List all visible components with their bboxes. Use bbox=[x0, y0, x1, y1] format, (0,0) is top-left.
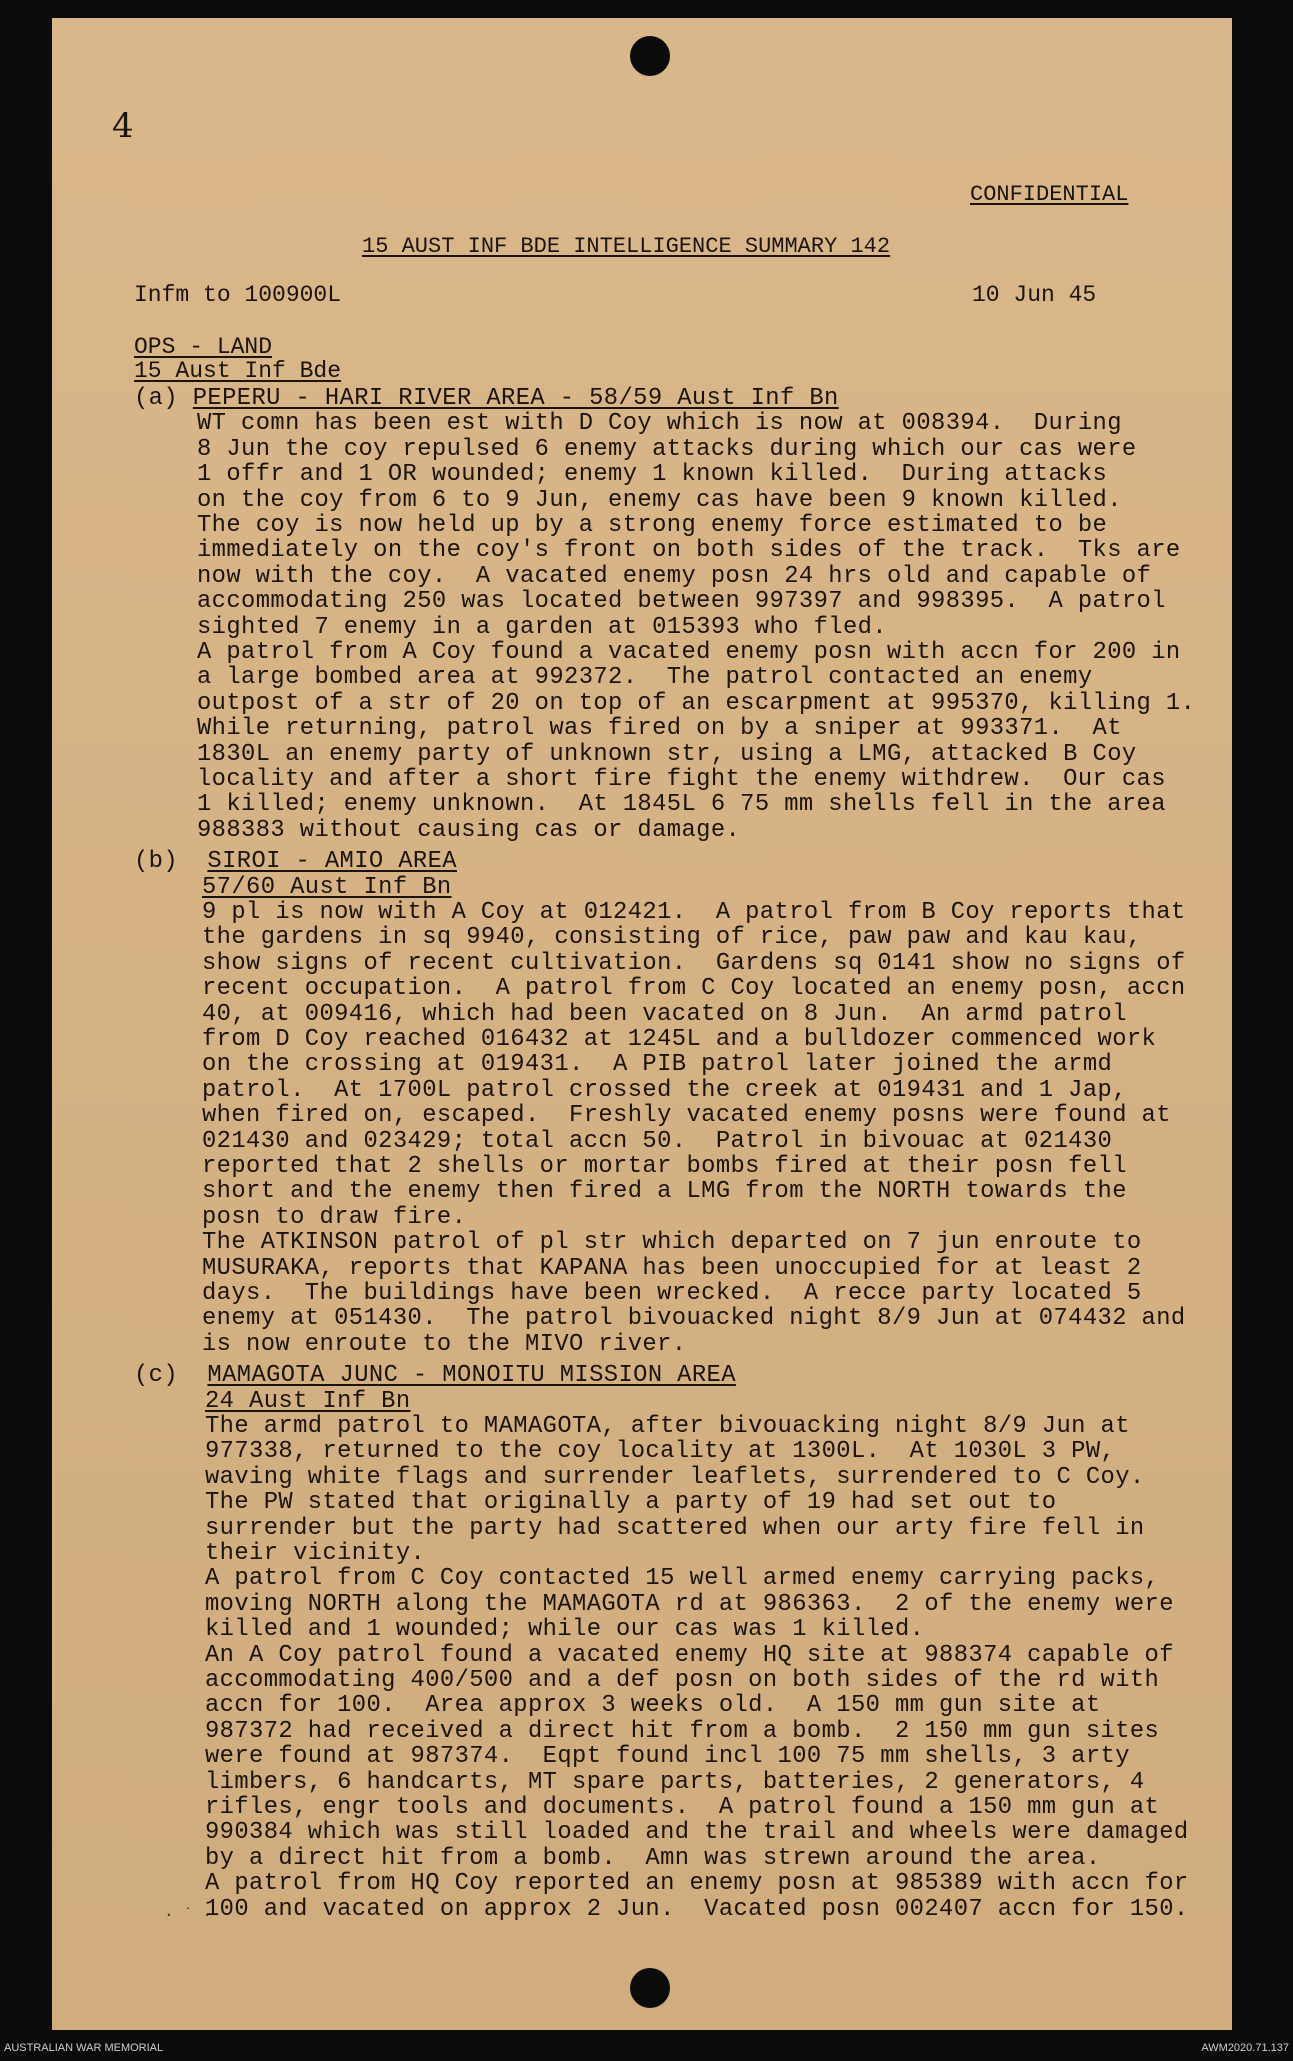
report-line bbox=[197, 538, 1181, 563]
report-line bbox=[202, 1256, 1142, 1281]
pencil-mark: 4 bbox=[112, 106, 134, 146]
line-text: killed and 1 wounded; while our cas was 1 killed. bbox=[205, 1616, 925, 1644]
report-line bbox=[134, 386, 839, 411]
line-text: days. The buildings have been wrecked. A recce party located 5 bbox=[202, 1280, 1142, 1307]
line-text: 1830L an enemy party of unknown str, using a LMG, attacked B Coy bbox=[197, 740, 1137, 768]
line-text: 9 pl is now with A Coy at 012421. A patrol from B Coy reports that bbox=[202, 899, 1186, 926]
line-text: A patrol from C Coy contacted 15 well armed enemy carrying packs, bbox=[205, 1565, 1160, 1593]
line-text: waving white flags and surrender leaflets, surrendered to C Coy. bbox=[205, 1463, 1145, 1491]
report-line bbox=[205, 1465, 1145, 1490]
line-text: enemy at 051430. The patrol bivouacked night 8/9 Jun at 074432 and bbox=[202, 1305, 1186, 1333]
report-line bbox=[197, 640, 1181, 665]
report-line bbox=[205, 1617, 924, 1642]
line-text: 977338, returned to the coy locality at 1300L. At 1030L 3 PW, bbox=[205, 1438, 1116, 1466]
report-line bbox=[197, 691, 1195, 716]
report-line bbox=[202, 976, 1186, 1001]
report-line bbox=[202, 1281, 1142, 1306]
report-line bbox=[202, 1002, 1127, 1027]
report-line bbox=[197, 716, 1122, 741]
report-line bbox=[205, 1566, 1159, 1591]
line-text: 1 killed; enemy unknown. At 1845L 6 75 mm shells fell in the area bbox=[197, 791, 1166, 819]
line-text: MUSURAKA, reports that KAPANA has been unoccupied for at least 2 bbox=[202, 1254, 1142, 1282]
report-line bbox=[202, 1129, 1112, 1154]
line-text: rifles, engr tools and documents. A patrol found a 150 mm gun at bbox=[205, 1794, 1160, 1821]
line-text: 1 offr and 1 OR wounded; enemy 1 known killed. During attacks bbox=[197, 461, 1108, 489]
report-line bbox=[205, 1897, 1189, 1922]
document-title: 15 AUST INF BDE INTELLIGENCE SUMMARY 142 bbox=[362, 234, 891, 259]
report-line bbox=[134, 1363, 736, 1388]
line-text: accommodating 400/500 and a def posn on both sides of the rd with bbox=[205, 1667, 1160, 1694]
report-line bbox=[202, 951, 1186, 976]
line-heading: 24 Aust Inf Bn bbox=[205, 1387, 411, 1415]
report-line bbox=[197, 437, 1137, 462]
line-text: on the coy from 6 to 9 Jun, enemy cas have been 9 known killed. bbox=[197, 486, 1122, 514]
line-text: The coy is now held up by a strong enemy force estimated to be bbox=[197, 512, 1108, 539]
line-text: 8 Jun the coy repulsed 6 enemy attacks during which our cas were bbox=[197, 435, 1137, 463]
report-line bbox=[205, 1744, 1130, 1769]
line-text: immediately on the coy's front on both sides of the track. Tks are bbox=[197, 537, 1181, 565]
line-text: surrender but the party had scattered when our arty fire fell in bbox=[205, 1514, 1145, 1542]
report-line bbox=[202, 925, 1142, 950]
line-text: when fired on, escaped. Freshly vacated enemy posns were found at bbox=[202, 1102, 1171, 1130]
line-heading: SIROI - AMIO AREA bbox=[207, 848, 457, 876]
line-text: locality and after a short fire fight the enemy withdrew. Our cas bbox=[197, 766, 1166, 793]
line-text: recent occupation. A patrol from C Coy located an enemy posn, accn bbox=[202, 975, 1186, 1003]
report-line bbox=[205, 1693, 1101, 1718]
line-text: (a) bbox=[134, 385, 193, 412]
report-line bbox=[202, 1154, 1127, 1179]
report-line bbox=[197, 589, 1166, 614]
line-text: were found at 987374. Eqpt found incl 100 75 mm shells, 3 arty bbox=[205, 1743, 1130, 1771]
report-line bbox=[205, 1846, 1101, 1871]
unit-heading-bde: 15 Aust Inf Bde bbox=[134, 358, 342, 384]
report-line bbox=[197, 767, 1166, 792]
line-text: accommodating 250 was located between 997397 and 998395. A patrol bbox=[197, 588, 1166, 616]
report-line bbox=[205, 1516, 1145, 1541]
report-line bbox=[205, 1820, 1189, 1845]
line-text: The ATKINSON patrol of pl str which departed on 7 jun enroute to bbox=[202, 1229, 1142, 1257]
report-line bbox=[202, 1027, 1156, 1052]
report-line bbox=[205, 1871, 1189, 1896]
report-line bbox=[134, 849, 457, 874]
line-text: 100 and vacated on approx 2 Jun. Vacated posn 002407 accn for 150. bbox=[205, 1895, 1189, 1923]
ink-specks: · ˙ · bbox=[164, 1906, 213, 1924]
punch-hole-top bbox=[630, 36, 670, 76]
line-text: outpost of a str of 20 on top of an escarpment at 995370, killing 1. bbox=[197, 689, 1196, 717]
report-line bbox=[202, 900, 1186, 925]
report-line bbox=[202, 1306, 1186, 1331]
line-text: now with the coy. A vacated enemy posn 24 hrs old and capable of bbox=[197, 562, 1152, 590]
line-text: reported that 2 shells or mortar bombs fired at their posn fell bbox=[202, 1153, 1127, 1180]
line-text: 021430 and 023429; total accn 50. Patrol in bivouac at 021430 bbox=[202, 1127, 1113, 1155]
line-text: accn for 100. Area approx 3 weeks old. A 150 mm gun site at bbox=[205, 1692, 1101, 1720]
line-text: (b) bbox=[134, 848, 208, 876]
document-date: 10 Jun 45 bbox=[972, 282, 1097, 308]
report-line bbox=[205, 1541, 425, 1566]
report-line bbox=[202, 1052, 1112, 1077]
footer-right: AWM2020.71.137 bbox=[1201, 2042, 1289, 2054]
line-text: posn to draw fire. bbox=[202, 1203, 467, 1231]
line-text: While returning, patrol was fired on by a sniper at 993371. At bbox=[197, 715, 1122, 743]
report-line bbox=[205, 1592, 1174, 1617]
line-text: show signs of recent cultivation. Gardens sq 0141 show no signs of bbox=[202, 949, 1186, 977]
information-time: Infm to 100900L bbox=[134, 282, 342, 308]
report-line bbox=[202, 875, 452, 900]
line-heading: MAMAGOTA JUNC - MONOITU MISSION AREA bbox=[207, 1362, 736, 1390]
line-text: moving NORTH along the MAMAGOTA rd at 986363. 2 of the enemy were bbox=[205, 1590, 1174, 1618]
line-text: A patrol from HQ Coy reported an enemy posn at 985389 with accn for bbox=[205, 1870, 1189, 1898]
line-text: 987372 had received a direct hit from a bomb. 2 150 mm gun sites bbox=[205, 1717, 1160, 1745]
report-line bbox=[205, 1770, 1145, 1795]
document-page bbox=[52, 18, 1232, 2030]
line-text: by a direct hit from a bomb. Amn was strewn around the area. bbox=[205, 1844, 1101, 1872]
report-line bbox=[197, 488, 1122, 513]
report-line bbox=[202, 1205, 466, 1230]
report-line bbox=[205, 1490, 1056, 1515]
report-line bbox=[202, 1179, 1127, 1204]
line-heading: 57/60 Aust Inf Bn bbox=[202, 873, 452, 901]
line-text: sighted 7 enemy in a garden at 015393 who fled. bbox=[197, 613, 887, 641]
line-heading: PEPERU - HARI RIVER AREA - 58/59 Aust Inf Bn bbox=[192, 385, 839, 412]
line-text: 990384 which was still loaded and the trail and wheels were damaged bbox=[205, 1819, 1189, 1847]
report-line bbox=[197, 615, 887, 640]
report-line bbox=[205, 1439, 1115, 1464]
line-text: WT comn has been est with D Coy which is now at 008394. During bbox=[197, 410, 1122, 438]
report-line bbox=[205, 1795, 1159, 1820]
line-text: short and the enemy then fired a LMG from the NORTH towards the bbox=[202, 1178, 1127, 1206]
line-text: The PW stated that originally a party of 19 had set out to bbox=[205, 1489, 1057, 1517]
report-line bbox=[197, 792, 1166, 817]
classification-label: CONFIDENTIAL bbox=[970, 182, 1129, 207]
report-line bbox=[205, 1719, 1159, 1744]
line-text: The armd patrol to MAMAGOTA, after bivouacking night 8/9 Jun at bbox=[205, 1413, 1130, 1440]
section-heading-ops: OPS - LAND bbox=[134, 334, 273, 360]
report-line bbox=[197, 818, 740, 843]
line-text: A patrol from A Coy found a vacated enemy posn with accn for 200 in bbox=[197, 639, 1181, 666]
report-line bbox=[197, 513, 1107, 538]
line-text: 40, at 009416, which had been vacated on 8 Jun. An armd patrol bbox=[202, 1000, 1127, 1028]
report-line bbox=[202, 1332, 686, 1357]
line-text: on the crossing at 019431. A PIB patrol later joined the armd bbox=[202, 1051, 1113, 1079]
line-text: (c) bbox=[134, 1362, 208, 1390]
report-line bbox=[197, 665, 1093, 690]
line-text: the gardens in sq 9940, consisting of rice, paw paw and kau kau, bbox=[202, 924, 1142, 952]
line-text: a large bombed area at 992372. The patrol contacted an enemy bbox=[197, 664, 1093, 692]
report-line bbox=[205, 1389, 411, 1414]
line-text: from D Coy reached 016432 at 1245L and a bulldozer commenced work bbox=[202, 1026, 1157, 1053]
line-text: limbers, 6 handcarts, MT spare parts, batteries, 2 generators, 4 bbox=[205, 1768, 1145, 1796]
report-line bbox=[197, 411, 1122, 436]
line-text: patrol. At 1700L patrol crossed the creek at 019431 and 1 Jap, bbox=[202, 1076, 1127, 1104]
punch-hole-bottom bbox=[630, 1968, 670, 2008]
report-line bbox=[205, 1414, 1130, 1439]
report-line bbox=[197, 462, 1107, 487]
report-line bbox=[205, 1643, 1174, 1668]
line-text: is now enroute to the MIVO river. bbox=[202, 1330, 687, 1358]
line-text: 988383 without causing cas or damage. bbox=[197, 816, 741, 844]
report-line bbox=[197, 564, 1151, 589]
line-text: their vicinity. bbox=[205, 1540, 426, 1567]
report-line bbox=[205, 1668, 1159, 1693]
report-line bbox=[202, 1078, 1127, 1103]
report-line bbox=[202, 1230, 1142, 1255]
report-line bbox=[197, 742, 1137, 767]
line-text: An A Coy patrol found a vacated enemy HQ site at 988374 capable of bbox=[205, 1641, 1174, 1669]
footer-left: AUSTRALIAN WAR MEMORIAL bbox=[4, 2042, 164, 2054]
report-line bbox=[202, 1103, 1171, 1128]
